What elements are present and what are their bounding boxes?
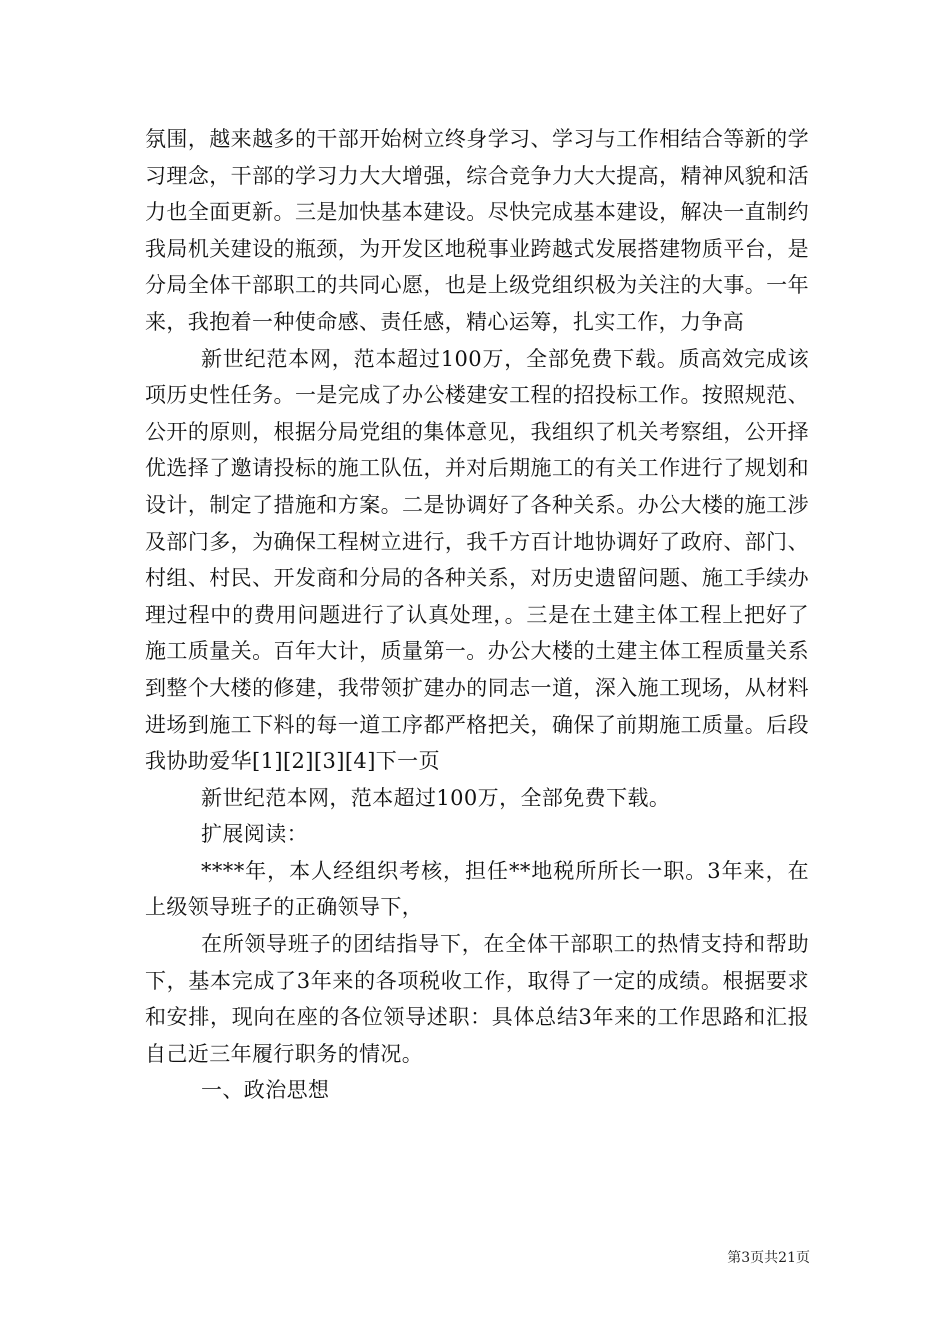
paragraph: 扩展阅读： — [201, 822, 308, 847]
section-heading: 一、政治思想 — [201, 1078, 330, 1103]
paragraph: ****年，本人经组织考核，担任**地税所所长一职。3年来，在上级领导班子的正确领导下， — [145, 858, 809, 920]
paragraph: 氛围，越来越多的干部开始树立终身学习、学习与工作相结合等新的学习理念，干部的学习力大大增强，综合竞争力大大提高，精神风貌和活力也全面更新。三是加快基本建设。尽快完成基本建设，解决一直制约我局机关建设的瓶颈，为开发区地税事业跨越式发展搭建物质平台，是分局全体干部职工的共同心愿，也是上级党组织极为关注的大事。一年来，我抱着一种使命感、责任感，精心运筹，扎实工作，力争高 — [145, 127, 809, 334]
paragraph: 新世纪范本网，范本超过100万，全部免费下载。质高效完成该项历史性任务。一是完成了办公楼建安工程的招投标工作。按照规范、公开的原则，根据分局党组的集体意见，我组织了机关考察组，公开择优选择了邀请投标的施工队伍，并对后期施工的有关工作进行了规划和设计，制定了措施和方案。二是协调好了各种关系。办公大楼的施工涉及部门多，为确保工程树立进行，我千方百计地协调好了政府、部门、村组、村民、开发商和分局的各种关系，对历史遗留问题、施工手续办理过程中的费用问题进行了认真处理，。三是在土建主体工程上把好了施工质量关。百年大计，质量第一。办公大楼的土建主体工程质量关系到整个大楼的修建，我带领扩建办的同志一道，深入施工现场，从材料进场到施工下料的每一道工序都严格把关，确保了前期施工质量。后段我协助爱华[1][2][3][4]下一页 — [145, 346, 809, 774]
page-number-footer: 第3页共21页 — [727, 1250, 810, 1266]
paragraph: 新世纪范本网，范本超过100万，全部免费下载。 — [201, 785, 671, 810]
document-body — [145, 121, 809, 1109]
paragraph: 在所领导班子的团结指导下，在全体干部职工的热情支持和帮助下，基本完成了3年来的各项税收工作，取得了一定的成绩。根据要求和安排，现向在座的各位领导述职：具体总结3年来的工作思路和汇报自己近三年履行职务的情况。 — [145, 932, 809, 1066]
